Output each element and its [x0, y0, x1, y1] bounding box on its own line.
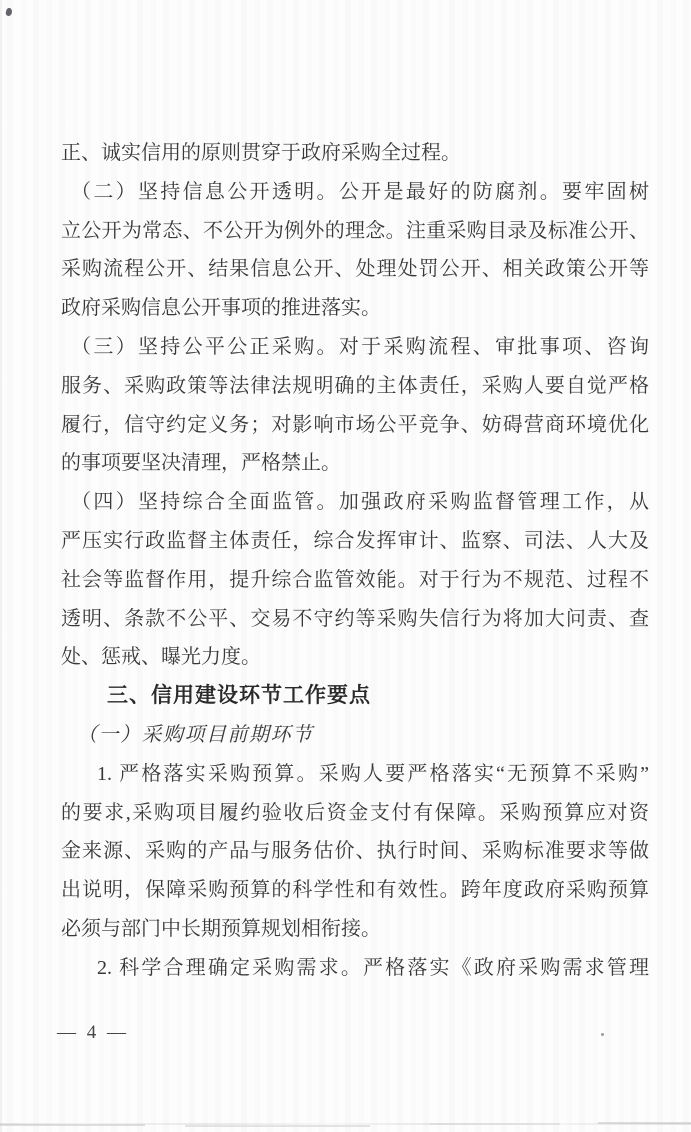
text-line: 履行，信守约定义务；对影响市场公平竞争、妨碍营商环境优化	[61, 413, 649, 436]
text-line: （一）采购项目前期环节	[77, 723, 314, 746]
text-line: 的事项要坚决清理，严格禁止。	[61, 452, 341, 475]
text-line: 的要求,采购项目履约验收后资金支付有保障。采购预算应对资	[61, 801, 649, 824]
scan-speck-artifact	[5, 7, 13, 16]
text-line: 政府采购信息公开事项的推进落实。	[61, 297, 381, 320]
text-line: 出说明，保障采购预算的科学性和有效性。跨年度政府采购预算	[61, 879, 649, 902]
smudge-segment	[0, 1124, 145, 1126]
scan-dot-artifact	[601, 1033, 604, 1036]
text-line: 社会等监督作用，提升综合监管效能。对于行为不规范、过程不	[61, 568, 649, 591]
page-left-edge-shadow	[0, 0, 2, 1132]
text-line: 必须与部门中长期预算规划相衔接。	[61, 917, 381, 940]
text-line: 金来源、采购的产品与服务估价、执行时间、采购标准要求等做	[61, 840, 649, 863]
smudge-segment	[430, 1123, 560, 1125]
text-line: 正、诚实信用的原则贯穿于政府采购全过程。	[61, 142, 461, 164]
text-line: 透明、条款不公平、交易不守约等采购失信行为将加大问责、查	[61, 607, 649, 630]
text-line: 2. 科学合理确定采购需求。严格落实《政府采购需求管理	[97, 956, 649, 979]
text-line: 严压实行政监督主体责任，综合发挥审计、监察、司法、人大及	[61, 529, 649, 552]
smudge-segment	[185, 1125, 370, 1127]
text-line: 三、信用建设环节工作要点	[107, 684, 371, 708]
text-line: （四）坚持综合全面监管。加强政府采购监督管理工作，从	[71, 491, 649, 514]
text-line: 处、惩戒、曝光力度。	[61, 646, 261, 669]
scan-bottom-smudge	[0, 1121, 691, 1127]
text-block	[61, 134, 649, 988]
text-line: 采购流程公开、结果信息公开、处理处罚公开、相关政策公开等	[61, 258, 649, 281]
page-number: — 4 —	[57, 1022, 129, 1043]
text-line: （三）坚持公平公正采购。对于采购流程、审批事项、咨询	[71, 335, 649, 358]
text-line: 立公开为常态、不公开为例外的理念。注重采购目录及标准公开、	[61, 219, 649, 242]
text-line: 1. 严格落实采购预算。采购人要严格落实“无预算不采购”	[97, 762, 649, 785]
text-line: （二）坚持信息公开透明。公开是最好的防腐剂。要牢固树	[71, 180, 649, 203]
text-line: 服务、采购政策等法律法规明确的主体责任，采购人要自觉严格	[61, 374, 649, 397]
smudge-segment	[598, 1122, 691, 1124]
